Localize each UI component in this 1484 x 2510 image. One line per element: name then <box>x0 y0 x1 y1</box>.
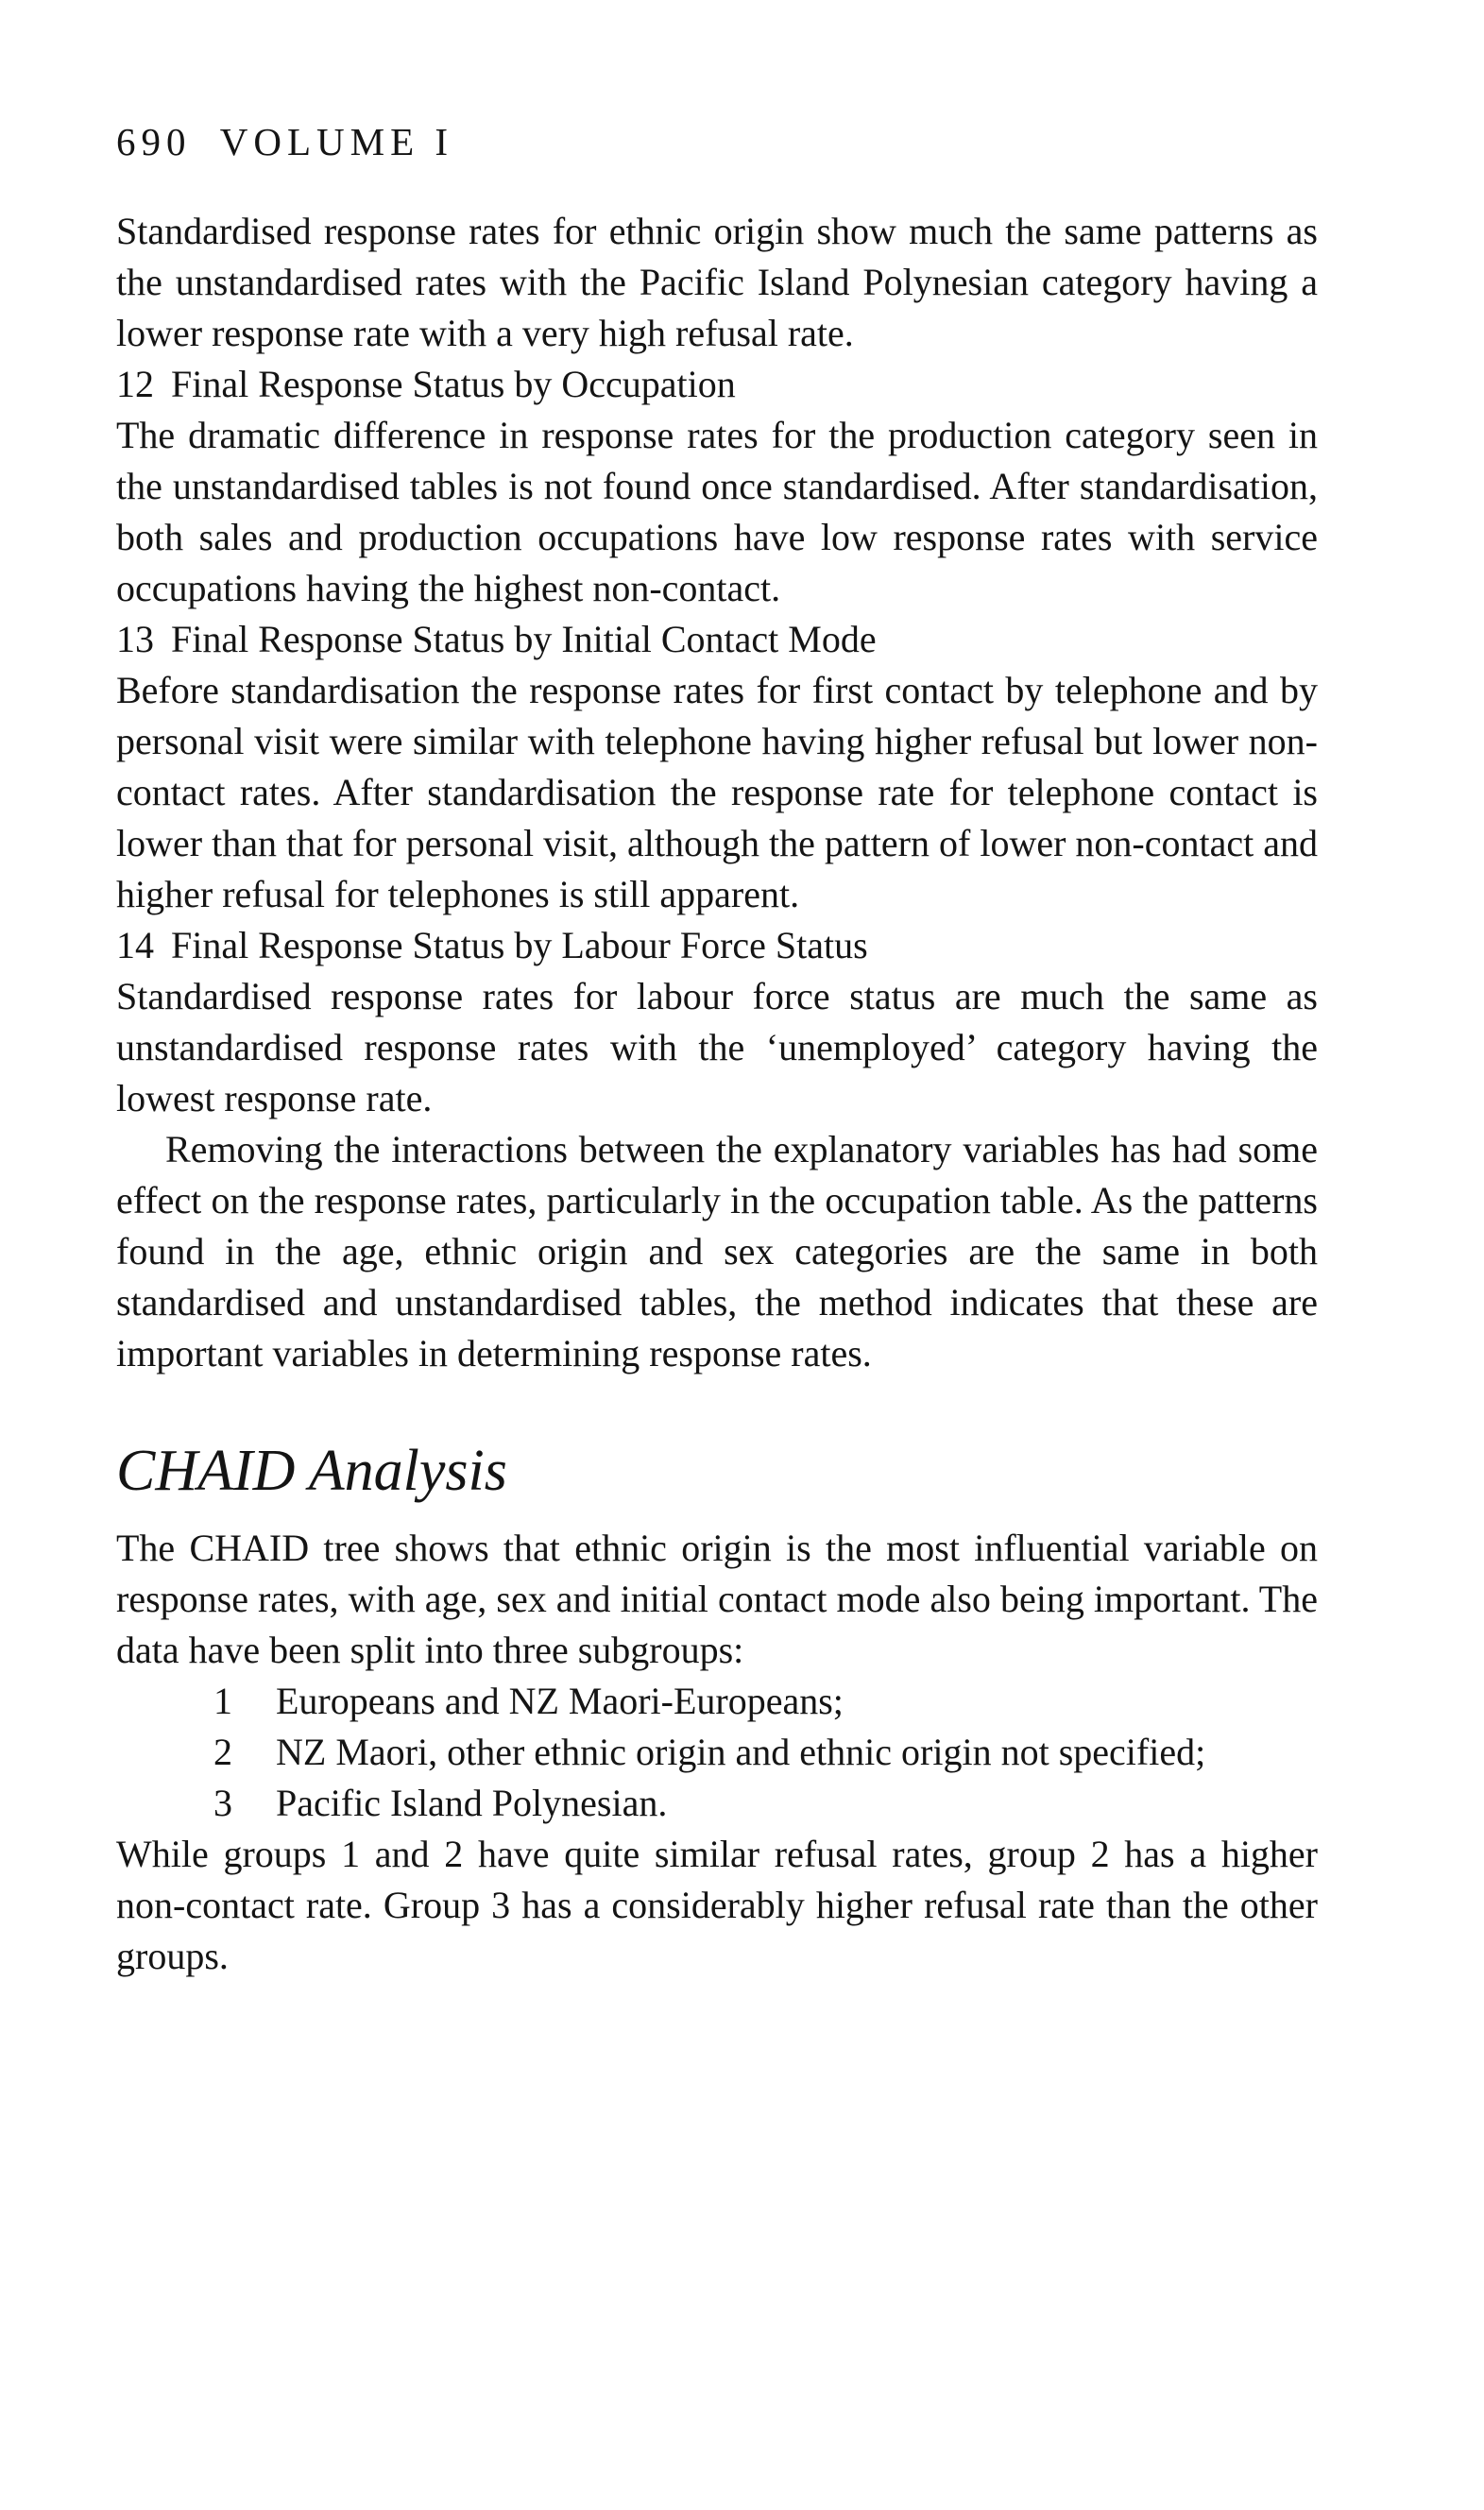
paragraph-chaid-closing: While groups 1 and 2 have quite similar refusal rates, group 2 has a higher non-contact rate. Group 3 has a considerably higher refusal rate than the other groups. <box>116 1833 1318 1977</box>
subheading-labour-force <box>116 920 1318 971</box>
running-head <box>116 120 454 163</box>
page-number: 690 <box>116 120 192 163</box>
list-item <box>116 1676 1318 1727</box>
subheading-title: Final Response Status by Occupation <box>171 363 736 405</box>
list-item-text: Pacific Island Polynesian. <box>276 1782 668 1824</box>
list-item <box>116 1727 1318 1778</box>
paragraph-interactions: Removing the interactions between the explanatory variables has had some effect on the response rates, particularly in the occupation table. As the patterns found in the age, ethnic origin and sex categories are the same in both standardised and unstandardised tables, the method indicates that these are important variables in determining response rates. <box>116 1128 1318 1375</box>
subheading-number: 12 <box>116 363 154 405</box>
subheading-number: 14 <box>116 924 154 966</box>
subheading-title: Final Response Status by Initial Contact Mode <box>171 618 877 660</box>
list-item-number: 3 <box>213 1782 232 1824</box>
paragraph-occupation: The dramatic difference in response rates for the production category seen in the unstandardised tables is not found once standardised. After standardisation, both sales and production occupations have low response rates with service occupations having the highest non-contact. <box>116 414 1318 609</box>
subheading-occupation <box>116 359 1318 410</box>
list-item-text: Europeans and NZ Maori-Europeans; <box>276 1680 844 1722</box>
paragraph-chaid-intro: The CHAID tree shows that ethnic origin is the most influential variable on response rates, with age, sex and initial contact mode also being important. The data have been split into three subgroups: <box>116 1527 1318 1671</box>
paragraph-ethnic-origin: Standardised response rates for ethnic origin show much the same patterns as the unstandardised rates with the Pacific Island Polynesian category having a lower response rate with a very high refusal rate. <box>116 210 1318 354</box>
list-item-number: 2 <box>213 1731 232 1773</box>
subheading-title: Final Response Status by Labour Force Status <box>171 924 868 966</box>
section-title-chaid: CHAID Analysis <box>116 1439 507 1503</box>
paragraph-contact-mode: Before standardisation the response rates for first contact by telephone and by personal visit were similar with telephone having higher refusal but lower non-contact rates. After standardisation the response rate for telephone contact is lower than that for personal visit, although the pattern of lower non-contact and higher refusal for telephones is still apparent. <box>116 669 1318 915</box>
subgroup-list <box>116 1676 1318 1829</box>
list-item-number: 1 <box>213 1680 232 1722</box>
subheading-contact-mode <box>116 614 1318 665</box>
list-item-text: NZ Maori, other ethnic origin and ethnic origin not specified; <box>276 1731 1206 1773</box>
list-item <box>116 1778 1318 1829</box>
paragraph-labour-force: Standardised response rates for labour force status are much the same as unstandardised response rates with the ‘unemployed’ category having the lowest response rate. <box>116 975 1318 1119</box>
subheading-number: 13 <box>116 618 154 660</box>
body-text <box>116 206 1318 1982</box>
volume-label: VOLUME I <box>219 120 454 163</box>
